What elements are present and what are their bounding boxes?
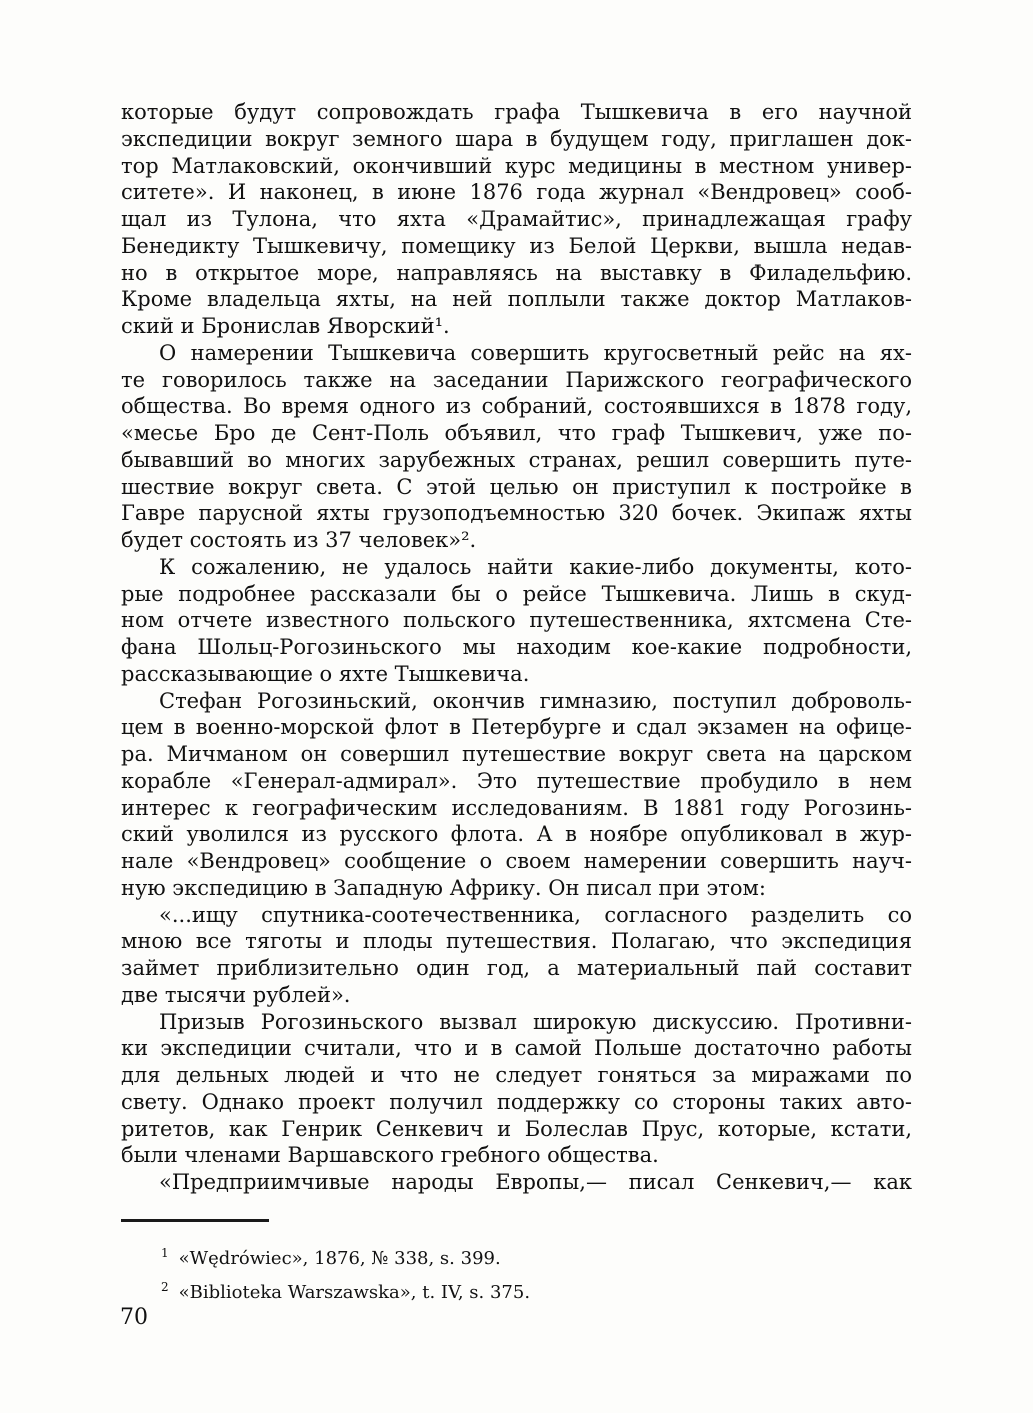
text-line: цем в военно-морской флот в Петербурге и сдал экзамен на офице- bbox=[121, 715, 912, 740]
paragraph bbox=[121, 1169, 912, 1196]
footnote-divider bbox=[121, 1219, 269, 1222]
text-line: ский и Бронислав Яворский¹. bbox=[121, 314, 450, 338]
footnote-marker: 2 bbox=[161, 1280, 169, 1294]
text-line: ритетов, как Генрик Сенкевич и Болеслав Прус, которые, кстати, bbox=[121, 1116, 912, 1141]
text-line: «Предприимчивые народы Европы,— писал Сенкевич,— как bbox=[159, 1170, 912, 1194]
text-line: ную экспедицию в Западную Африку. Он писал при этом: bbox=[121, 875, 766, 900]
text-line: ский уволился из русского флота. А в ноябре опубликовал в жур- bbox=[121, 822, 912, 847]
text-line: которые будут сопровождать графа Тышкевича в его научной bbox=[121, 100, 912, 124]
text-line: те говорилось также на заседании Парижского географического bbox=[121, 367, 912, 392]
text-line: «месье Бро де Сент-Поль объявил, что граф Тышкевич, уже по- bbox=[121, 421, 912, 445]
text-line: рые подробнее рассказали бы о рейсе Тышкевича. Лишь в скуд- bbox=[121, 581, 912, 606]
text-line: нале «Вендровец» сообщение о своем намерении совершить науч- bbox=[121, 849, 912, 873]
footnote bbox=[121, 1239, 912, 1273]
text-line: но в открытое море, направляясь на выставку в Филадельфию. bbox=[121, 260, 912, 285]
text-line: ном отчете известного польского путешественника, яхтсмена Сте- bbox=[121, 608, 912, 633]
body-text-column bbox=[121, 99, 912, 1196]
paragraph bbox=[121, 340, 912, 554]
paragraph bbox=[121, 902, 912, 1009]
paragraph bbox=[121, 688, 912, 902]
text-line: были членами Варшавского гребного общества. bbox=[121, 1143, 659, 1168]
footnote-section bbox=[121, 1219, 912, 1307]
footnote-marker: 1 bbox=[161, 1246, 169, 1260]
text-line: свету. Однако проект получил поддержку со стороны таких авто- bbox=[121, 1089, 912, 1114]
footnote bbox=[121, 1273, 912, 1307]
text-line: экспедиции вокруг земного шара в будущем году, приглашен док- bbox=[121, 126, 912, 151]
text-line: бывавший во многих зарубежных странах, решил совершить путе- bbox=[121, 447, 912, 472]
text-line: для дельных людей и что не следует гоняться за миражами по bbox=[121, 1063, 912, 1087]
text-line: две тысячи рублей». bbox=[121, 982, 351, 1007]
page-number: 70 bbox=[120, 1305, 148, 1330]
paragraph bbox=[121, 554, 912, 688]
text-line: фана Шольц-Рогозиньского мы находим кое-какие подробности, bbox=[121, 635, 912, 659]
text-line: ки экспедиции считали, что и в самой Польше достаточно работы bbox=[121, 1036, 912, 1061]
text-line: будет состоять из 37 человек»². bbox=[121, 528, 477, 552]
text-line: Призыв Рогозиньского вызвал широкую дискуссию. Противни- bbox=[159, 1009, 912, 1034]
text-line: мною все тяготы и плоды путешествия. Полагаю, что экспедиция bbox=[121, 929, 912, 954]
text-line: Бенедикту Тышкевичу, помещику из Белой Церкви, вышла недав- bbox=[121, 233, 912, 258]
text-line: щал из Тулона, что яхта «Драмайтис», принадлежащая графу bbox=[121, 207, 912, 231]
text-line: рассказывающие о яхте Тышкевича. bbox=[121, 661, 530, 686]
footnote-text: «Wędrówiec», 1876, № 338, s. 399. bbox=[178, 1248, 501, 1269]
text-line: Стефан Рогозиньский, окончив гимназию, поступил доброволь- bbox=[159, 688, 912, 713]
footnote-text: «Biblioteka Warszawska», t. IV, s. 375. bbox=[178, 1282, 531, 1303]
text-line: К сожалению, не удалось найти какие-либо документы, кото- bbox=[159, 554, 912, 579]
text-line: интерес к географическим исследованиям. В 1881 году Рогозинь- bbox=[121, 795, 912, 820]
text-line: шествие вокруг света. С этой целью он приступил к постройке в bbox=[121, 474, 912, 499]
text-line: О намерении Тышкевича совершить кругосветный рейс на ях- bbox=[159, 340, 912, 365]
text-line: корабле «Генерал-адмирал». Это путешествие пробудило в нем bbox=[121, 768, 912, 793]
paragraph bbox=[121, 1009, 912, 1170]
text-line: Кроме владельца яхты, на ней поплыли также доктор Матлаков- bbox=[121, 287, 912, 312]
footnote-list bbox=[121, 1239, 912, 1307]
text-line: займет приблизительно один год, а материальный пай составит bbox=[121, 956, 912, 980]
paragraph bbox=[121, 99, 912, 340]
text-line: «...ищу спутника-соотечественника, согласного разделить со bbox=[159, 902, 912, 927]
text-line: общества. Во время одного из собраний, состоявшихся в 1878 году, bbox=[121, 394, 912, 419]
text-line: ситете». И наконец, в июне 1876 года журнал «Вендровец» сооб- bbox=[121, 180, 912, 205]
text-line: ра. Мичманом он совершил путешествие вокруг света на царском bbox=[121, 742, 912, 766]
text-line: тор Матлаковский, окончивший курс медицины в местном универ- bbox=[121, 153, 912, 178]
text-line: Гавре парусной яхты грузоподъемностью 320 бочек. Экипаж яхты bbox=[121, 501, 912, 526]
